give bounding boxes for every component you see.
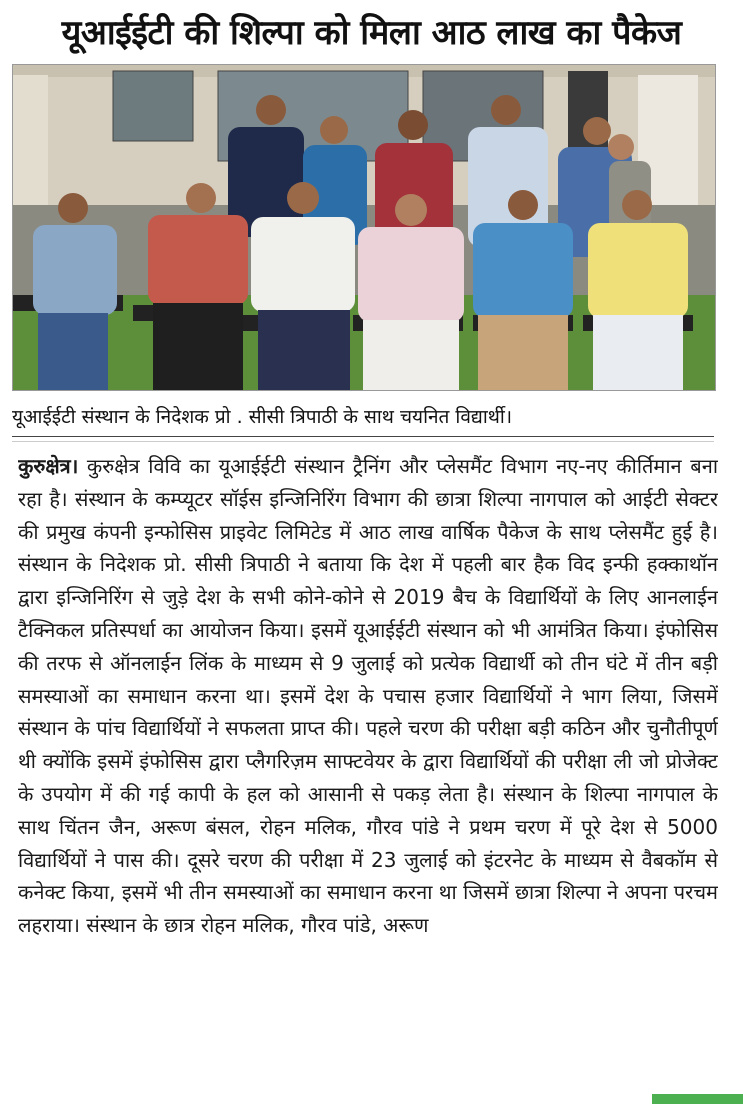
article-paragraph [18,450,718,942]
photo-caption: यूआईईटी संस्थान के निदेशक प्रो . सीसी त्रिपाठी के साथ चयनित विद्यार्थी। [12,396,714,437]
headline: यूआईईटी की शिल्पा को मिला आठ लाख का पैकेज [61,13,682,53]
group-photo-illustration [13,65,715,390]
article-body [18,450,718,1098]
dateline: कुरुक्षेत्र। [18,454,79,478]
window [113,71,193,141]
page-edge-tab [652,1094,743,1104]
group-photo [12,64,716,391]
caption-divider [12,441,714,442]
pillar [13,75,48,215]
article-text: कुरुक्षेत्र विवि का यूआईईटी संस्थान ट्रैनिंग और प्लेसमैंट विभाग नए-नए कीर्तिमान बना रहा है। संस्थान के कम्प्यूटर सॉईस इन्जिनिरिंग विभाग की छात्रा शिल्पा नागपाल को आईटी सेक्टर की प्रमुख कंपनी इन्फोसिस प्राइवेट लिमिटेड में आठ लाख वार्षिक पैकेज के साथ प्लेसमैंट हुई है। संस्थान के निदेशक प्रो. सीसी त्रिपाठी ने बताया कि देश में पहली बार हैक विद इन्फी हक्काथॉन द्वारा इन्जिनिरिंग से जुड़े देश के सभी कोने-कोने से 2019 बैच के विद्यार्थियों के लिए आनलाईन टैक्निकल प्रतिस्पर्धा का आयोजन किया। इसमें यूआईईटी संस्थान को भी आमंत्रित किया। इंफोसिस की तरफ से ऑनलाईन लिंक के माध्यम से 9 जुलाई को प्रत्येक विद्यार्थी को तीन घंटे में तीन बड़ी समस्याओं का समाधान करना था। इसमें देश के पचास हजार विद्यार्थियों ने भाग लिया, जिसमें संस्थान के पांच विद्यार्थियों ने सफलता प्राप्त की। पहले चरण की परीक्षा बड़ी कठिन और चुनौतीपूर्ण थी क्योंकि इसमें इंफोसिस द्वारा प्लैगरिज़म साफ्टवेयर के द्वारा विद्यार्थियों की परीक्षा ली जो प्रोजेक्ट के उपयोग में की गई कापी के हल को आसानी से पकड़ लेता है। संस्थान के शिल्पा नागपाल के साथ चिंतन जैन, अरूण बंसल, रोहन मलिक, गौरव पांडे ने प्रथम चरण में पूरे देश से 5000 विद्यार्थियों ने पास की। दूसरे चरण की परीक्षा में 23 जुलाई को इंटरनेट के माध्यम से वैबकॉम से कनेक्ट किया, इसमें भी तीन समस्याओं का समाधान करना था जिसमें छात्रा शिल्पा ने अपना परचम लहराया। संस्थान के छात्र रोहन मलिक, गौरव पांडे, अरूण [18,454,718,938]
